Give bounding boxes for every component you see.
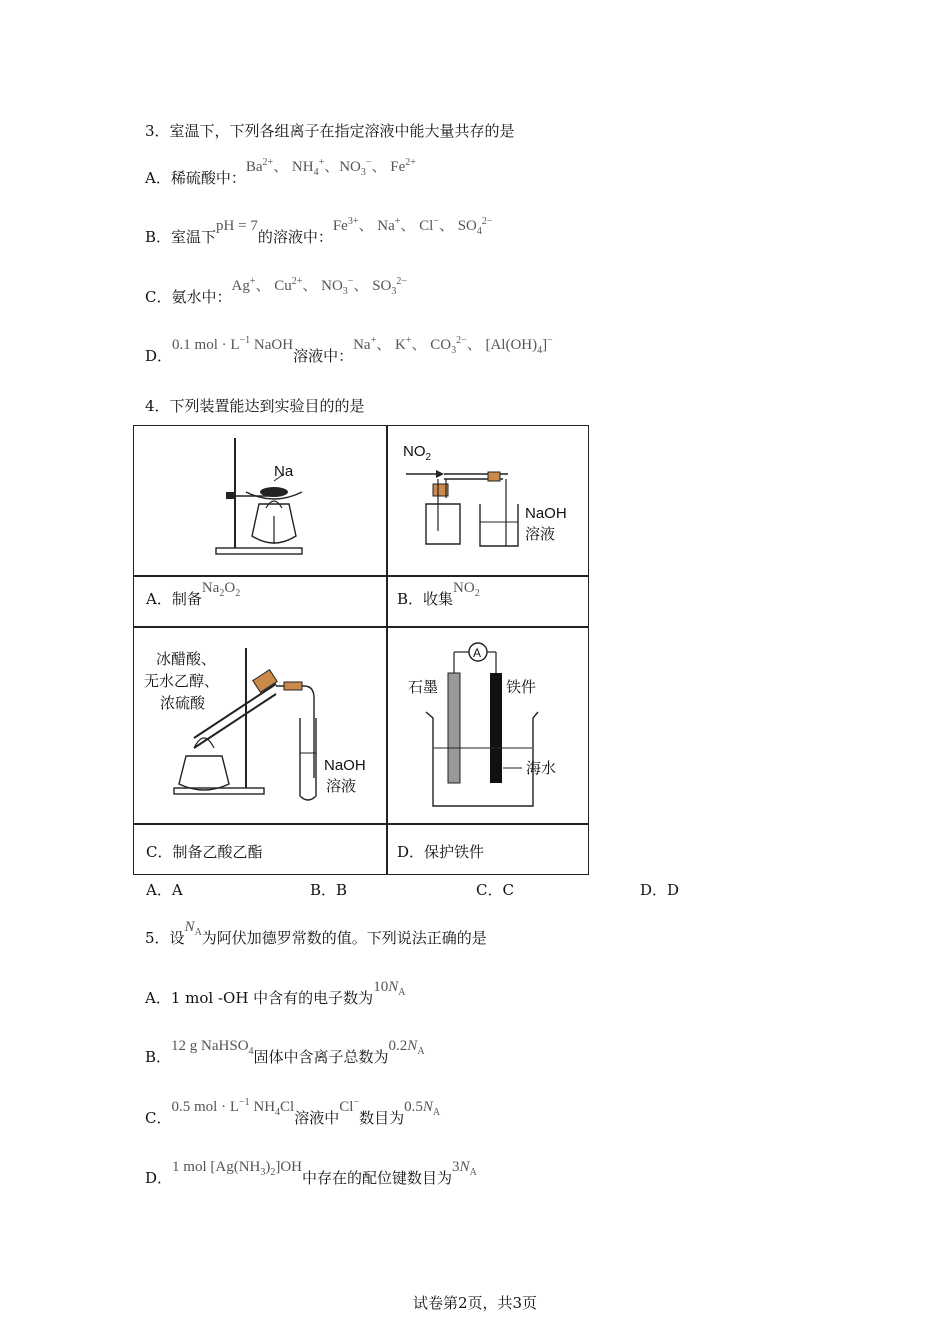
- q5-d-mid: 中存在的配位键数目为: [302, 1169, 453, 1187]
- q3-option-b: B．室温下pH = 7的溶液中：$Fe^{3+}$、 Na+、 Cl−、 $SO_4^{2-}$: [145, 216, 493, 246]
- caption-d: D．保护铁件: [397, 843, 485, 861]
- q3-option-d: D．0.1 mol · $L^{-1}$ NaOH溶液中：Na+、 K+、 $CO_3^{2-}$、 $[Al(OH)_4]^-$: [145, 335, 553, 365]
- q4-choice-c: C．C: [476, 881, 514, 899]
- q3-b-cond: pH = 7: [216, 218, 258, 234]
- q5-option-c: C．0.5 mol · $L^{-1}$ $NH_4Cl$溶液中Cl−数目为$0.5N_A$: [145, 1097, 441, 1127]
- q5-stem: 5．设$N_A$为阿伏加德罗常数的值。下列说法正确的是: [145, 919, 487, 947]
- q5-option-b: B．12 g NaHSO$_4$固体中含离子总数为$0.2N_A$: [145, 1038, 425, 1066]
- q4-stem: 4．下列装置能达到实验目的的是: [145, 397, 365, 415]
- q5-b-mid: 固体中含离子总数为: [253, 1048, 389, 1066]
- q5-b-label: B．: [145, 1048, 172, 1066]
- caption-c: C．制备乙酸乙酯: [146, 843, 263, 861]
- panel-b-gas-label: NO: [403, 443, 426, 460]
- q3-option-a: A．稀硫酸中：$Ba^{2+}$、 $NH_4^+$、$NO_3^-$、 $Fe^{2+}$: [145, 157, 416, 187]
- q5-c-mid: 溶液中: [294, 1109, 340, 1127]
- panel-c-reagent-2: 无水乙醇、: [144, 673, 220, 690]
- q3-a-label: A．稀硫酸中：: [145, 169, 246, 187]
- q5-c-label: C．: [145, 1109, 172, 1127]
- q5-d-label: D．: [145, 1169, 173, 1187]
- q4-choice-d: D．D: [640, 881, 680, 899]
- q3-option-c: C．氨水中：Ag+、 $Cu^{2+}$、 $NO_3^-$、 $SO_3^{2-}$: [145, 276, 408, 306]
- graphite-label: 石墨: [408, 679, 439, 696]
- q5-option-a: A．1 mol -OH 中含有的电子数为$10N_A$: [145, 979, 406, 1007]
- apparatus-b-drawing: [388, 426, 588, 575]
- panel-c-reagent-1: 冰醋酸、: [156, 651, 217, 668]
- panel-b-naoh-label: NaOH: [525, 505, 567, 522]
- q3-d-mid: 溶液中：: [293, 347, 354, 365]
- q3-stem: 3．室温下，下列各组离子在指定溶液中能大量共存的是: [145, 122, 515, 140]
- q3-b-label: B．室温下: [145, 228, 217, 246]
- q5-a-text: A．1 mol -OH 中含有的电子数为: [145, 989, 374, 1007]
- caption-b-text: B．收集: [397, 590, 454, 608]
- apparatus-c-drawing: [134, 628, 386, 823]
- panel-c-naoh-label: NaOH: [324, 757, 366, 774]
- q4-choice-a: A．A: [146, 881, 183, 899]
- q5-option-d: D．1 mol $[Ag(NH_3)_2]OH$中存在的配位键数目为$3N_A$: [145, 1159, 477, 1187]
- q5-stem-post: 为阿伏加德罗常数的值。下列说法正确的是: [201, 929, 487, 947]
- iron-part-label: 铁件: [506, 679, 537, 696]
- panel-a-na-label: Na: [274, 463, 294, 480]
- q3-b-mid: 的溶液中：: [257, 228, 333, 246]
- q5-stem-pre: 5．设: [145, 929, 185, 947]
- q3-d-cond: 0.1 mol · L: [172, 337, 240, 353]
- table-divider-h3: [133, 823, 589, 825]
- page-footer: 试卷第2页，共3页: [412, 1294, 538, 1312]
- q3-d-label: D．: [145, 347, 173, 365]
- panel-c-solution-label: 溶液: [326, 778, 357, 795]
- q4-choice-b: B．B: [310, 881, 348, 899]
- q3-c-label: C．氨水中：: [145, 288, 232, 306]
- ammeter-label: A: [473, 646, 482, 660]
- q5-c-mid2: 数目为: [359, 1109, 405, 1127]
- table-divider-h1: [133, 575, 589, 577]
- apparatus-a-drawing: [134, 426, 386, 575]
- panel-b-solution-label: 溶液: [525, 526, 556, 543]
- apparatus-d-drawing: [388, 628, 588, 823]
- seawater-label: 海水: [526, 760, 557, 777]
- caption-b: B．收集$NO_2$: [397, 580, 480, 608]
- caption-a-text: A．制备: [146, 590, 202, 608]
- caption-a: A．制备$Na_2O_2$: [146, 580, 241, 608]
- svg-text:NO2: $NO_2$: [403, 443, 432, 463]
- q3-d-cond2: NaOH: [253, 337, 294, 353]
- panel-c-reagent-3: 浓硫酸: [160, 695, 206, 712]
